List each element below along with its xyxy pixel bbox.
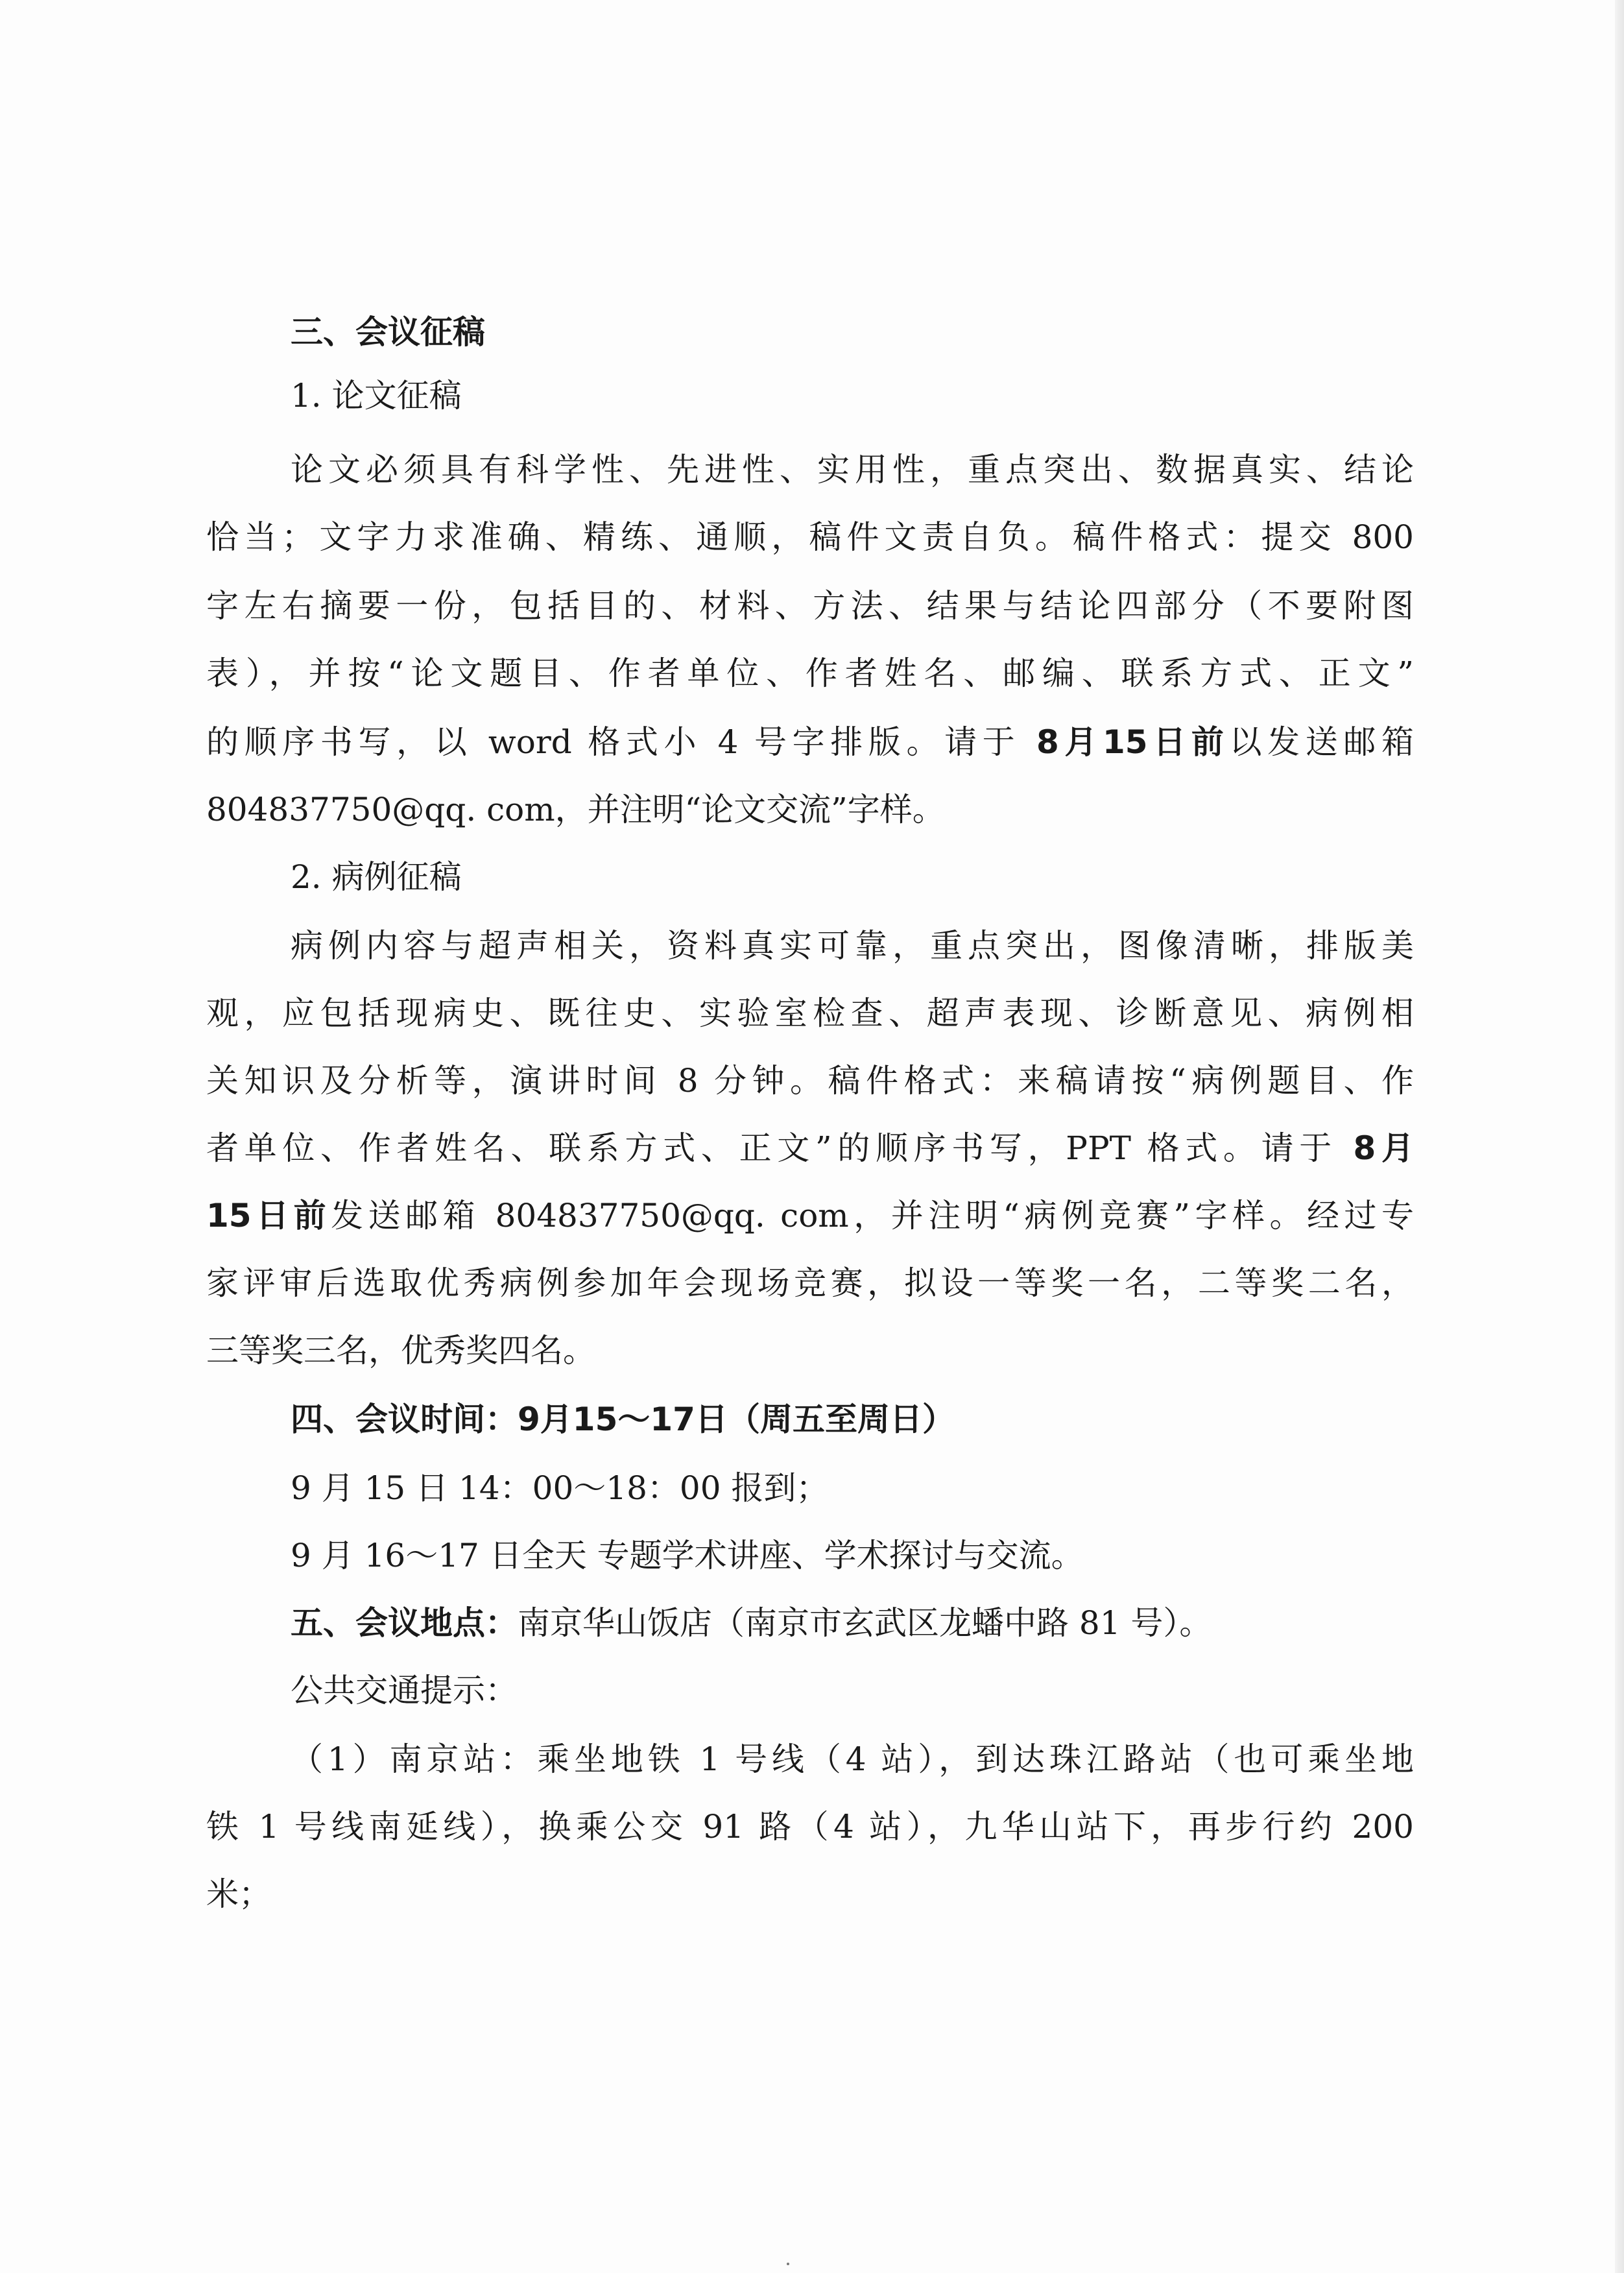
paragraph-line: 字左右摘要一份，包括目的、材料、方法、结果与结论四部分（不要附图 (206, 587, 1414, 625)
transport-line: （1）南京站：乘坐地铁 1 号线（4 站），到达珠江路站（也可乘坐地 (291, 1740, 1414, 1778)
paragraph-line: 804837750@qq. com，并注明“论文交流”字样。 (206, 791, 945, 828)
paragraph-line: 三等奖三名，优秀奖四名。 (206, 1332, 595, 1369)
venue-label: 五、会议地点： (291, 1604, 518, 1642)
venue-value: 南京华山饭店（南京市玄武区龙蟠中路 81 号）。 (518, 1604, 1212, 1642)
transport-label: 公共交通提示： (291, 1672, 518, 1709)
paragraph-line: 家评审后选取优秀病例参加年会现场竞赛，拟设一等奖一名，二等奖二名， (206, 1264, 1414, 1302)
transport-line: 米； (206, 1875, 271, 1913)
subheading-case-submission: 2. 病例征稿 (291, 858, 462, 896)
paragraph-line: 论文必须具有科学性、先进性、实用性，重点突出、数据真实、结论 (291, 451, 1414, 488)
text-run: 者单位、作者姓名、联系方式、正文”的顺序书写，PPT 格式。请于 (206, 1129, 1354, 1167)
paragraph-line (206, 721, 1414, 763)
section-heading-submissions: 三、会议征稿 (291, 313, 485, 351)
text-run: 以发送邮箱 (1229, 723, 1415, 761)
paragraph-line: 表），并按“论文题目、作者单位、作者姓名、邮编、联系方式、正文” (206, 655, 1414, 692)
deadline-bold: 15日前 (206, 1197, 331, 1234)
transport-line: 铁 1 号线南延线），换乘公交 91 路（4 站），九华山站下，再步行约 200 (206, 1808, 1414, 1846)
scan-speck (787, 2263, 789, 2265)
paragraph-line: 观，应包括现病史、既往史、实验室检查、超声表现、诊断意见、病例相 (206, 994, 1414, 1032)
paragraph-line: 关知识及分析等，演讲时间 8 分钟。稿件格式：来稿请按“病例题目、作 (206, 1062, 1414, 1100)
deadline-bold: 8月15日前 (1036, 723, 1230, 761)
paragraph-line (206, 1127, 1414, 1169)
paragraph-line (206, 1195, 1414, 1236)
subheading-paper-submission: 1. 论文征稿 (291, 377, 462, 415)
paragraph-line: 恰当；文字力求准确、精练、通顺，稿件文责自负。稿件格式：提交 800 (206, 518, 1414, 556)
schedule-line: 9 月 16～17 日全天 专题学术讲座、学术探讨与交流。 (291, 1537, 1084, 1574)
deadline-bold: 8月 (1353, 1129, 1415, 1167)
paragraph-line: 病例内容与超声相关，资料真实可靠，重点突出，图像清晰，排版美 (291, 927, 1414, 965)
text-run: 发送邮箱 804837750@qq. com，并注明“病例竞赛”字样。经过专 (331, 1197, 1414, 1234)
section-heading-meeting-time: 四、会议时间：9月15～17日（周五至周日） (291, 1401, 955, 1438)
section-heading-venue (291, 1602, 1212, 1644)
page-edge-shadow (1615, 0, 1624, 2273)
text-run: 的顺序书写，以 word 格式小 4 号字排版。请于 (206, 723, 1036, 761)
schedule-line: 9 月 15 日 14：00～18：00 报到； (291, 1469, 829, 1507)
